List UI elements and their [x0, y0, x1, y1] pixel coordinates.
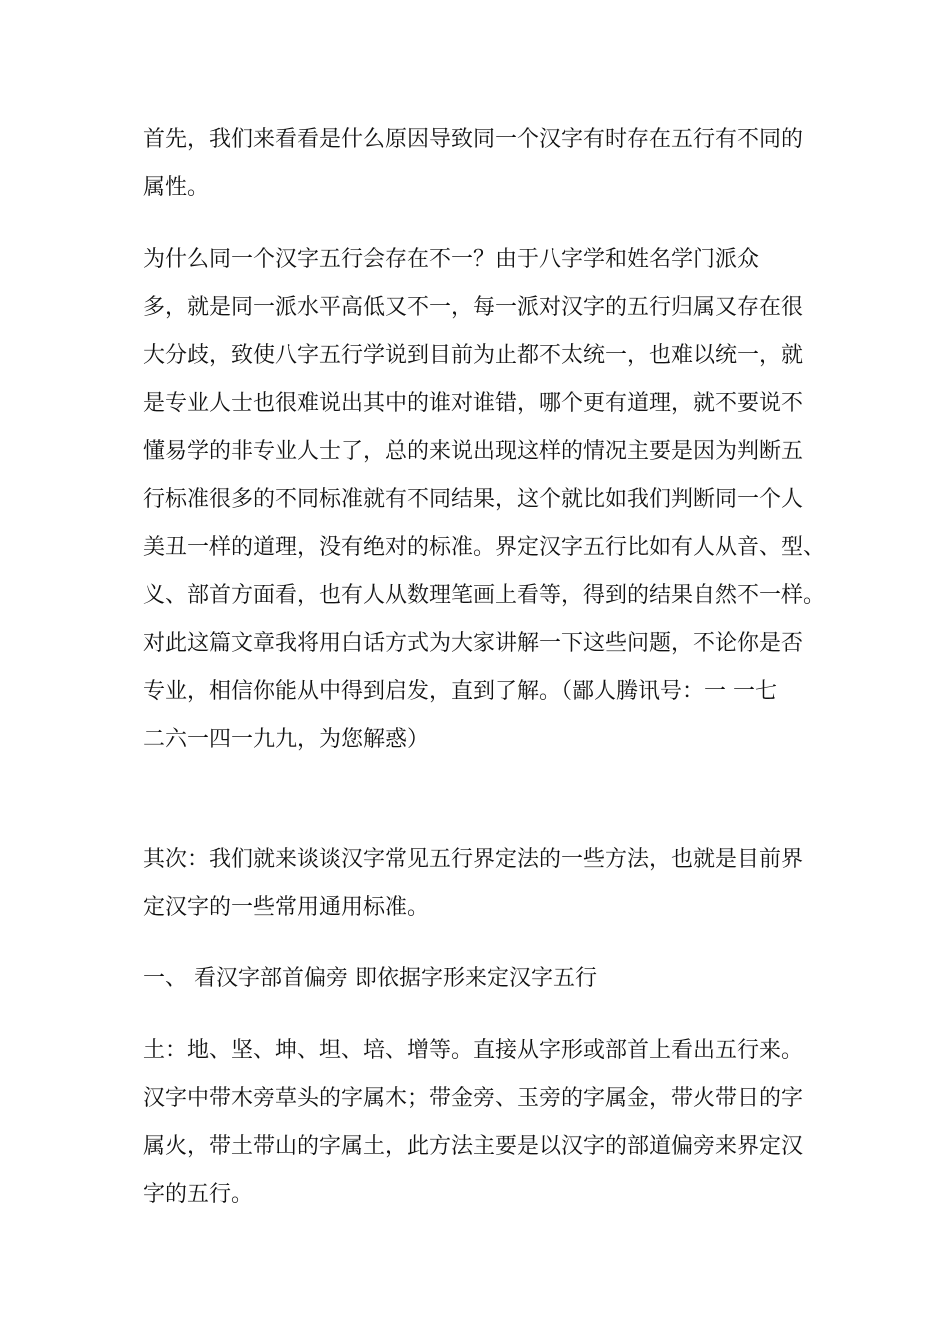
paragraph-1-line: 属性。 — [143, 175, 210, 200]
paragraph-2-line: 专业，相信你能从中得到启发，直到了解。（鄙人腾讯号：一 一七 — [143, 679, 777, 704]
paragraph-2-line: 义、部首方面看，也有人从数理笔画上看等，得到的结果自然不一样。 — [143, 583, 826, 608]
paragraph-2-line: 行标准很多的不同标准就有不同结果，这个就比如我们判断同一个人 — [143, 487, 804, 512]
paragraph-2-line: 二六一四一九九，为您解惑） — [143, 727, 430, 752]
paragraph-2-line: 是专业人士也很难说出其中的谁对谁错，哪个更有道理，就不要说不 — [143, 391, 804, 416]
paragraph-2-line: 对此这篇文章我将用白话方式为大家讲解一下这些问题，不论你是否 — [143, 631, 804, 656]
paragraph-3-line: 定汉字的一些常用通用标准。 — [143, 895, 430, 920]
paragraph-2-line: 懂易学的非专业人士了，总的来说出现这样的情况主要是因为判断五 — [143, 439, 804, 464]
paragraph-4-line: 字的五行。 — [143, 1182, 254, 1207]
paragraph-1-line: 首先，我们来看看是什么原因导致同一个汉字有时存在五行有不同的 — [143, 127, 804, 152]
paragraph-2-line: 多，就是同一派水平高低又不一，每一派对汉字的五行归属又存在很 — [143, 295, 804, 320]
paragraph-2-line: 大分歧，致使八字五行学说到目前为止都不太统一，也难以统一，就 — [143, 343, 804, 368]
paragraph-4-line: 汉字中带木旁草头的字属木；带金旁、玉旁的字属金，带火带日的字 — [143, 1086, 804, 1111]
paragraph-4-line: 属火，带土带山的字属土，此方法主要是以汉字的部道偏旁来界定汉 — [143, 1134, 804, 1159]
paragraph-4-line: 土：地、坚、坤、坦、培、增等。直接从字形或部首上看出五行来。 — [143, 1038, 804, 1063]
paragraph-2-line: 为什么同一个汉字五行会存在不一？由于八字学和姓名学门派众 — [143, 247, 760, 272]
section-heading: 一、 看汉字部首偏旁 即依据字形来定汉字五行 — [143, 966, 597, 991]
paragraph-2-line: 美丑一样的道理，没有绝对的标准。界定汉字五行比如有人从音、型、 — [143, 535, 826, 560]
paragraph-3-line: 其次：我们就来谈谈汉字常见五行界定法的一些方法，也就是目前界 — [143, 847, 804, 872]
